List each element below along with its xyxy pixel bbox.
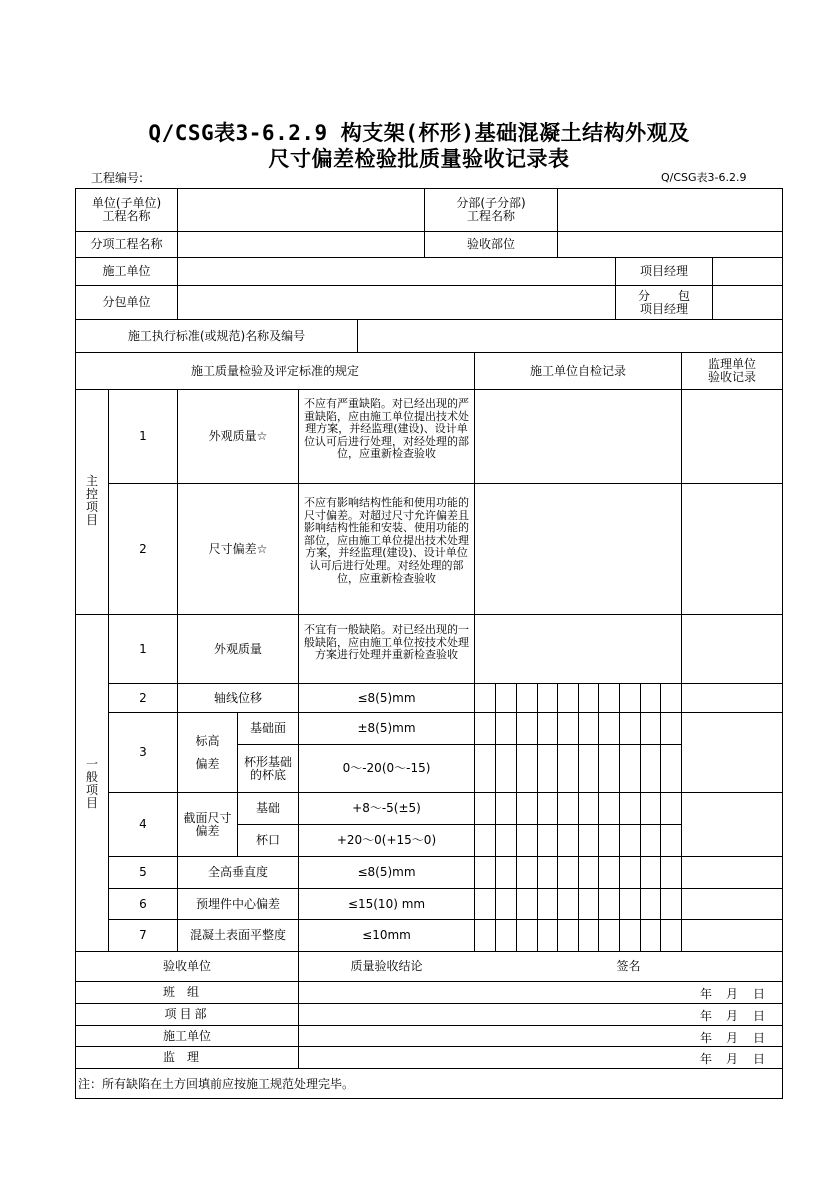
- acceptance-unit-header: 验收单位: [162, 959, 211, 973]
- general-item-3-sub2: 杯形基础的杯底: [243, 754, 292, 782]
- subcontract-manager-value[interactable]: [713, 286, 782, 319]
- general-item-2-no: 2: [139, 690, 147, 705]
- acceptance-row-project-dept: [76, 1004, 298, 1025]
- title-line-1: Q/CSG表3-6.2.9 构支架(杯形)基础混凝土结构外观及: [148, 121, 690, 145]
- project-manager-value[interactable]: [713, 258, 782, 285]
- general-item-4-sub2: 杯口: [255, 833, 280, 847]
- construction-unit-label: 施工单位: [102, 264, 151, 278]
- acceptance-row-construction-label: 施工单位: [162, 1028, 211, 1043]
- general-item-3-no: 3: [139, 745, 147, 759]
- main-item-2-no: 2: [139, 541, 147, 556]
- general-item-5-standard: ≤8(5)mm: [357, 865, 416, 879]
- sub-project-name-value[interactable]: [558, 189, 782, 231]
- subcontract-manager-a: 分: [638, 288, 651, 303]
- spec-column-header: 施工质量检验及评定标准的规定: [190, 363, 359, 378]
- unit-project-name-label: 单位(子单位) 工程名称: [91, 196, 162, 223]
- general-item-4-std2: +20～0(+15～0): [336, 833, 437, 847]
- acceptance-part-label: 验收部位: [466, 237, 515, 251]
- acceptance-row-2-year: 年: [700, 1009, 713, 1023]
- acceptance-row-2-month: 月: [726, 1009, 739, 1023]
- acceptance-row-4-day: 日: [753, 1052, 766, 1066]
- main-item-1-standard: 不应有严重缺陷。对已经出现的严重缺陷，应由施工单位提出技术处理方案，并经监理(建设)、设计单位认可后进行处理，对经处理的部位，应重新检查验收: [304, 397, 469, 461]
- general-item-6-no: 6: [139, 896, 147, 911]
- acceptance-row-construction: [76, 1026, 298, 1046]
- acceptance-part-value[interactable]: [558, 232, 782, 257]
- acceptance-signature-header: 签名: [616, 959, 641, 973]
- general-supervision[interactable]: [682, 615, 782, 951]
- construction-unit-value[interactable]: [178, 258, 615, 285]
- general-item-3-name-a: 标高: [195, 733, 220, 748]
- supervision-column-header: 监理单位 验收记录: [707, 357, 756, 384]
- acceptance-row-1-year: 年: [700, 987, 713, 1001]
- main-item-2-standard: 不应有影响结构性能和使用功能的尺寸偏差。对超过尺寸允许偏差且影响结构性能和安装、使用功能的部位，应由施工单位提出技术处理方案，并经监理(建设)、设计单位认可后进行处理。对经处理的部位，应重新检查验收: [304, 496, 469, 585]
- general-item-7-no: 7: [139, 928, 147, 942]
- general-item-6-name: 预埋件中心偏差: [195, 896, 280, 911]
- subcontract-unit-value[interactable]: [178, 286, 615, 319]
- unit-project-name-value[interactable]: [178, 189, 424, 231]
- main-item-1-self-check[interactable]: [475, 390, 681, 483]
- general-item-5-name: 全高垂直度: [207, 865, 268, 879]
- main-item-1-name: 外观质量☆: [208, 429, 268, 443]
- acceptance-row-4-year: 年: [700, 1052, 713, 1066]
- main-item-2-name: 尺寸偏差☆: [208, 541, 268, 556]
- general-item-6-standard: ≤15(10) mm: [347, 896, 426, 911]
- acceptance-row-team: [76, 982, 298, 1003]
- acceptance-row-3-year: 年: [700, 1031, 713, 1045]
- subcontract-unit-label: 分包单位: [102, 295, 151, 309]
- main-control-label: 主控项目: [85, 474, 98, 527]
- general-item-4-no: 4: [139, 817, 147, 831]
- general-item-1-no: 1: [139, 641, 147, 656]
- item-project-name-label: 分项工程名称: [90, 237, 163, 251]
- standard-name-value[interactable]: [358, 320, 782, 352]
- general-item-3-name: [178, 713, 237, 792]
- subcontract-manager-c: 项目经理: [639, 301, 688, 316]
- acceptance-row-supervisor: [76, 1047, 298, 1068]
- general-item-2-name: 轴线位移: [213, 690, 262, 705]
- general-item-3-sub1: 基础面: [249, 721, 286, 735]
- acceptance-row-3-day: 日: [753, 1031, 766, 1045]
- subcontract-manager-b: 包: [677, 288, 690, 303]
- general-item-7-name: 混凝土表面平整度: [189, 928, 286, 942]
- general-item-3-std2: 0～-20(0～-15): [342, 761, 431, 775]
- title-line-2: 尺寸偏差检验批质量验收记录表: [268, 147, 570, 171]
- project-number-label: 工程编号:: [91, 171, 144, 185]
- acceptance-row-1-day: 日: [753, 987, 766, 1001]
- acceptance-row-3-month: 月: [726, 1031, 739, 1045]
- standard-name-label: 施工执行标准(或规范)名称及编号: [127, 328, 306, 343]
- general-item-3-std1: ±8(5)mm: [357, 721, 416, 735]
- general-item-4-std1: +8～-5(±5): [352, 801, 421, 815]
- acceptance-row-1-month: 月: [726, 987, 739, 1001]
- item-project-name-value[interactable]: [178, 232, 424, 257]
- self-check-column-header: 施工单位自检记录: [529, 363, 626, 378]
- main-item-2-self-check[interactable]: [475, 484, 681, 614]
- general-item-4-sub1: 基础: [255, 801, 280, 815]
- acceptance-row-supervisor-label: 监理: [162, 1050, 211, 1064]
- main-item-1-no: 1: [139, 429, 147, 443]
- footer-note: 注：所有缺陷在土方回填前应按施工规范处理完毕。: [78, 1077, 355, 1091]
- acceptance-row-team-label: 班组: [162, 985, 211, 999]
- project-manager-label: 项目经理: [639, 264, 688, 278]
- general-item-4-name: 截面尺寸偏差: [183, 810, 232, 838]
- form-code: Q/CSG表3-6.2.9: [661, 171, 747, 184]
- acceptance-row-4-month: 月: [726, 1052, 739, 1066]
- acceptance-conclusion-header: 质量验收结论: [350, 959, 423, 973]
- general-item-3-name-b: 偏差: [195, 756, 220, 771]
- acceptance-row-2-day: 日: [753, 1009, 766, 1023]
- general-item-1-name: 外观质量: [213, 641, 262, 656]
- general-item-5-no: 5: [139, 865, 147, 879]
- sub-project-name-label: 分部(子分部) 工程名称: [456, 196, 526, 223]
- general-item-7-standard: ≤10mm: [362, 928, 411, 942]
- general-item-2-standard: ≤8(5)mm: [357, 690, 416, 705]
- acceptance-row-project-dept-label: 项目部: [164, 1007, 210, 1021]
- subcontract-manager-label: [616, 286, 712, 319]
- general-label: 一般项目: [85, 757, 98, 810]
- general-item-1-standard: 不宜有一般缺陷。对已经出现的一般缺陷，应由施工单位按技术处理方案进行处理并重新检查验收: [304, 623, 469, 662]
- main-control-supervision[interactable]: [682, 390, 782, 614]
- general-item-1-self-check[interactable]: [475, 615, 681, 683]
